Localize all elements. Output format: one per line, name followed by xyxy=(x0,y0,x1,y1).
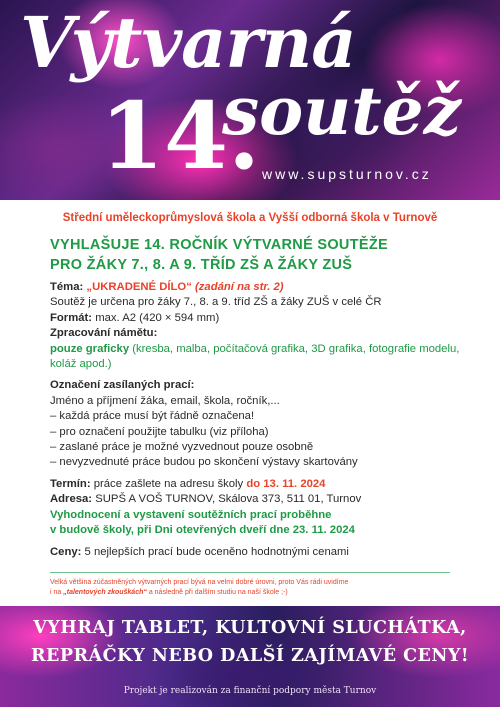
hero-edition-number: 14. xyxy=(100,82,261,190)
deadline-text: práce zašlete na adresu školy xyxy=(93,477,244,490)
headline xyxy=(50,235,388,275)
footnote-emphasis: „talentových zkouškách“ xyxy=(63,589,147,596)
address-label: Adresa: xyxy=(50,493,93,506)
format-value: max. A2 (420 × 594 mm) xyxy=(95,311,220,324)
prizes-value: 5 nejlepších prací bude oceněno hodnotnými cenami xyxy=(84,545,349,558)
footnote xyxy=(50,578,455,598)
deadline-label: Termín: xyxy=(50,477,91,490)
banner-footer: Projekt je realizován za finanční podpory města Turnov xyxy=(123,686,377,696)
deadline-row xyxy=(50,477,465,492)
topic-row xyxy=(50,280,465,295)
format-label: Formát: xyxy=(50,311,93,324)
address-value: SUPŠ A VOŠ TURNOV, Skálova 373, 511 01, Turnov xyxy=(95,493,362,506)
marking-line: – nevyzvednuté práce budou po skončení výstavy skartovány xyxy=(50,456,358,469)
headline-line2: PRO ŽÁKY 7., 8. A 9. TŘÍD ZŠ A ŽÁKY ZUŠ xyxy=(50,257,353,273)
hero-banner xyxy=(0,0,500,200)
processing-lead: pouze graficky xyxy=(50,342,130,355)
footnote-pre: i na xyxy=(50,589,64,596)
evaluation-line1: Vyhodnocení a vystavení soutěžních prací proběhne xyxy=(50,508,332,521)
hero-title-line1: Výtvarná xyxy=(20,1,356,84)
marking-label: Označení zasílaných prací: xyxy=(50,379,195,392)
prizes-row xyxy=(50,545,465,560)
topic-audience: Soutěž je určena pro žáky 7., 8. a 9. tříd ZŠ a žáky ZUŠ v celé ČR xyxy=(50,296,382,309)
marking-line: – pro označení použijte tabulku (viz příloha) xyxy=(50,425,269,438)
hero-title-line2: soutěž xyxy=(222,72,462,150)
headline-line1: VYHLAŠUJE 14. ROČNÍK VÝTVARNÉ SOUTĚŽE xyxy=(50,237,388,253)
divider xyxy=(50,572,450,573)
marking-line: – každá práce musí být řádně označena! xyxy=(50,410,255,423)
footnote-line1: Velká většina zúčastněných výtvarných prací bývá na velmi dobré úrovni, proto Vás rádi uvidíme xyxy=(50,579,349,586)
banner-line2: REPRÁČKY NEBO DALŠÍ ZAJÍMAVÉ CENY! xyxy=(30,646,470,666)
deadline-date: do 13. 11. 2024 xyxy=(246,477,326,490)
topic-ref: (zadání na str. 2) xyxy=(195,281,284,293)
details xyxy=(50,280,465,560)
format-row xyxy=(50,311,465,326)
topic-title: „UKRADENÉ DÍLO“ xyxy=(86,281,192,293)
marking-line: – zaslané práce je možné vyzvednout pouze osobně xyxy=(50,441,314,454)
school-name: Střední uměleckoprůmyslová škola a Vyšší odborná škola v Turnově xyxy=(62,212,438,224)
prizes-label: Ceny: xyxy=(50,545,82,558)
processing-detail: (kresba, malba, počítačová grafika, 3D grafika, fotografie modelu, koláž apod.) xyxy=(50,342,460,371)
address-row xyxy=(50,492,465,507)
hero-url: www.supsturnov.cz xyxy=(262,166,432,182)
footnote-line2 xyxy=(50,588,455,598)
topic-label: Téma: xyxy=(50,281,84,293)
banner-line1: VYHRAJ TABLET, KULTOVNÍ SLUCHÁTKA, xyxy=(33,618,467,638)
processing-row xyxy=(50,342,465,373)
processing-label: Zpracování námětu: xyxy=(50,327,158,340)
evaluation-line2: v budově školy, při Dni otevřených dveří dne 23. 11. 2024 xyxy=(50,524,355,537)
footnote-post: a následně při dalším studiu na naší škole ;-) xyxy=(146,589,288,596)
marking-line: Jméno a příjmení žáka, email, škola, ročník,... xyxy=(50,394,280,407)
prize-banner xyxy=(0,606,500,707)
